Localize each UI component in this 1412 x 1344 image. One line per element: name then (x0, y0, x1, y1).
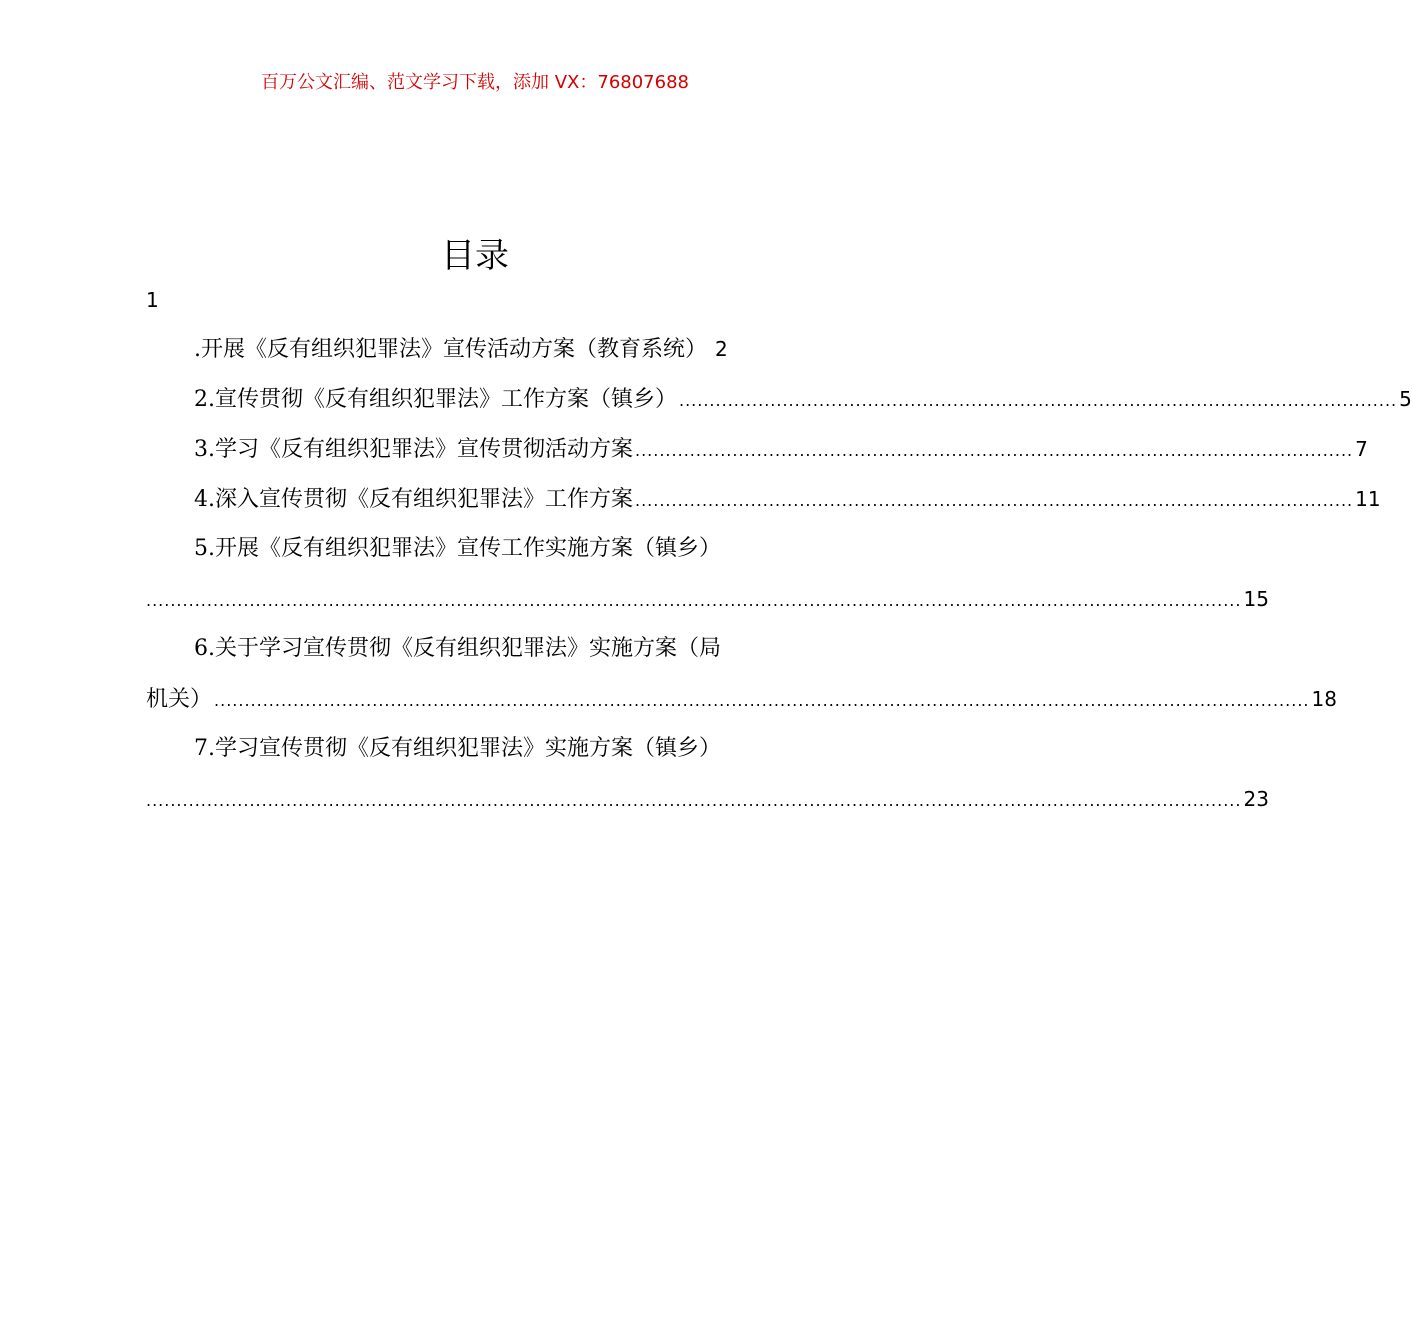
toc-entry-6-text-line1: 6.关于学习宣传贯彻《反有组织犯罪法》实施方案（局 (194, 636, 721, 661)
toc-leader-dots: ...................................................................................................................... (679, 391, 1398, 410)
toc-entry-2[interactable] (146, 384, 1412, 414)
toc-entry-4-page: 11 (1355, 487, 1381, 511)
toc-leading-number: 1 (146, 288, 159, 312)
toc-entry-3-text: 3.学习《反有组织犯罪法》宣传贯彻活动方案 (194, 437, 633, 462)
toc-entry-7-text: 7.学习宣传贯彻《反有组织犯罪法》实施方案（镇乡） (194, 736, 721, 761)
toc-entry-3-page: 7 (1355, 437, 1368, 461)
toc-entry-6-line2[interactable] (146, 684, 1337, 714)
toc-entry-5-line1[interactable] (146, 534, 806, 564)
toc-leader-dots: .................................................................................................................................................................................... (146, 591, 1242, 610)
toc-leader-dots: ...................................................................................................................... (635, 491, 1354, 510)
toc-entry-2-page: 5 (1399, 387, 1412, 411)
toc-title: 目录 (441, 236, 509, 276)
toc-leader-dots: .................................................................................................................................................................................... (146, 791, 1242, 810)
toc-entry-3[interactable] (146, 434, 1368, 464)
toc-entry-6-text-line2: 机关） (146, 687, 213, 712)
toc-entry-2-text: 2.宣传贯彻《反有组织犯罪法》工作方案（镇乡） (194, 387, 677, 412)
toc-entry-7-line1[interactable] (146, 734, 806, 764)
toc-entry-7-page: 23 (1243, 787, 1269, 811)
toc-entry-1-text: .开展《反有组织犯罪法》宣传活动方案（教育系统） (194, 337, 707, 362)
toc-entry-6-page: 18 (1311, 687, 1337, 711)
header-watermark-note: 百万公文汇编、范文学习下载，添加 VX：76807688 (261, 72, 689, 93)
toc-entry-7-line2[interactable] (146, 784, 1269, 814)
toc-entry-5-line2[interactable] (146, 584, 1269, 614)
toc-entry-1[interactable] (146, 334, 806, 364)
toc-entry-5-page: 15 (1243, 587, 1269, 611)
toc-entry-5-text: 5.开展《反有组织犯罪法》宣传工作实施方案（镇乡） (194, 536, 721, 561)
toc-entry-6-line1[interactable] (146, 634, 806, 664)
toc-entry-1-page: 2 (715, 337, 728, 361)
toc-leader-dots: .................................................................................................................................................................................... (214, 691, 1310, 710)
toc-entry-4-text: 4.深入宣传贯彻《反有组织犯罪法》工作方案 (194, 487, 633, 512)
toc-leader-dots: ...................................................................................................................... (635, 441, 1354, 460)
toc-entry-4[interactable] (146, 484, 1381, 514)
